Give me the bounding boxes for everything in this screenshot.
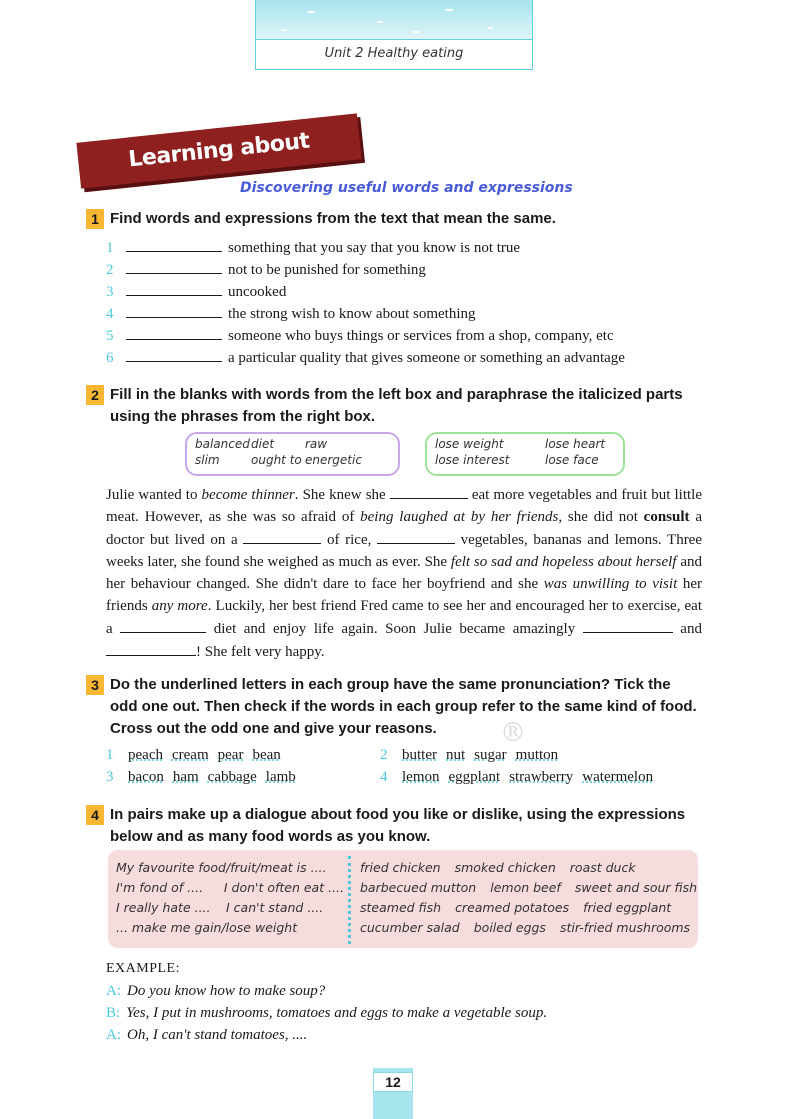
registered-watermark: ®: [500, 718, 526, 748]
answer-blank[interactable]: [243, 528, 321, 544]
dialogue-line: A: Oh, I can't stand tomatoes, ....: [106, 1027, 308, 1043]
list-item: 4 the strong wish to know about something: [106, 302, 625, 324]
question-number: 4: [86, 805, 104, 825]
word-group: 3 bacon ham cabbage lamb: [106, 769, 296, 785]
question-instruction: Do the underlined letters in each group have the same pronunciation? Tick the odd one out. Then check if the words in each group refer to the same kind of food. Cross out the odd one and give your reasons.: [110, 676, 697, 737]
answer-blank[interactable]: [126, 280, 222, 296]
expression-list: My favourite food/fruit/meat is .... I'm fond of .... I don't often eat .... I really hate .... I can't stand .... ... make me gain/lose weight: [116, 860, 344, 935]
phrase-box-right: lose weight lose heart lose interest lose face: [425, 432, 625, 476]
section-banner-title: Learning about Language: [127, 128, 311, 215]
answer-blank[interactable]: [106, 640, 196, 656]
answer-blank[interactable]: [126, 324, 222, 340]
answer-blank[interactable]: [583, 617, 673, 633]
list-item: 3 uncooked: [106, 280, 625, 302]
question-instruction: Find words and expressions from the text that mean the same.: [110, 210, 556, 227]
answer-blank[interactable]: [126, 346, 222, 362]
word-group: 4 lemon eggplant strawberry watermelon: [380, 769, 654, 785]
unit-title: Unit 2 Healthy eating: [324, 46, 464, 61]
answer-blank[interactable]: [126, 302, 222, 318]
list-item: 5 someone who buys things or services from a shop, company, etc: [106, 324, 625, 346]
word-group: 1 peach cream pear bean: [106, 747, 281, 763]
question-instruction: Fill in the blanks with words from the left box and paraphrase the italicized parts using the phrases from the right box.: [110, 386, 683, 425]
header-banner: [255, 0, 533, 70]
header-water-image: [256, 0, 532, 40]
list-item: 2 not to be punished for something: [106, 258, 625, 280]
question-2: [86, 384, 700, 428]
answer-blank[interactable]: [390, 483, 468, 499]
dotted-divider: [348, 856, 351, 944]
dialogue-line: B: Yes, I put in mushrooms, tomatoes and eggs to make a vegetable soup.: [106, 1005, 548, 1021]
dialogue-line: A: Do you know how to make soup?: [106, 983, 326, 999]
answer-blank[interactable]: [126, 258, 222, 274]
question-number: 2: [86, 385, 104, 405]
example-label: EXAMPLE:: [106, 961, 180, 976]
definition-list: [106, 236, 625, 368]
fill-in-passage: Julie wanted to become thinner. She knew she eat more vegetables and fruit but little meat. However, as she was so afraid of being laughed at by her friends, she did not consult a doctor but lived on a of rice, vegetables, bananas and lemons. Three weeks later, she found she weighed as much as ever. She felt so sad and hopeless about herself and her behaviour changed. She didn't dare to face her boyfriend and she was unwilling to visit her friends any more. Luckily, her best friend Fred came to see her and encouraged her to exercise, eat a diet and enjoy life again. Soon Julie became amazingly and ! She felt very happy.: [106, 483, 702, 663]
list-item: 6 a particular quality that gives someone or something an advantage: [106, 346, 625, 368]
page-number: 12: [373, 1072, 413, 1092]
section-banner: [76, 113, 361, 215]
answer-blank[interactable]: [377, 528, 455, 544]
answer-blank[interactable]: [120, 617, 206, 633]
question-4: [86, 804, 700, 848]
food-list: fried chicken smoked chicken roast duck barbecued mutton lemon beef sweet and sour fish steamed fish creamed potatoes fried eggplant cucumber salad boiled eggs stir-fried mushrooms: [360, 860, 698, 935]
word-groups: [106, 747, 690, 791]
list-item: 1 something that you say that you know is not true: [106, 236, 625, 258]
question-number: 1: [86, 209, 104, 229]
question-1: [86, 208, 700, 230]
example-dialogue: [106, 958, 547, 1046]
question-number: 3: [86, 675, 104, 695]
section-subtitle: Discovering useful words and expressions: [240, 180, 573, 196]
word-group: 2 butter nut sugar mutton: [380, 747, 559, 763]
question-instruction: In pairs make up a dialogue about food you like or dislike, using the expressions below and as many food words as you know.: [110, 806, 686, 845]
answer-blank[interactable]: [126, 236, 222, 252]
question-3: [86, 674, 700, 740]
word-box-left: balanced diet raw slim ought to energetic: [185, 432, 400, 476]
expression-food-box: [108, 850, 698, 948]
